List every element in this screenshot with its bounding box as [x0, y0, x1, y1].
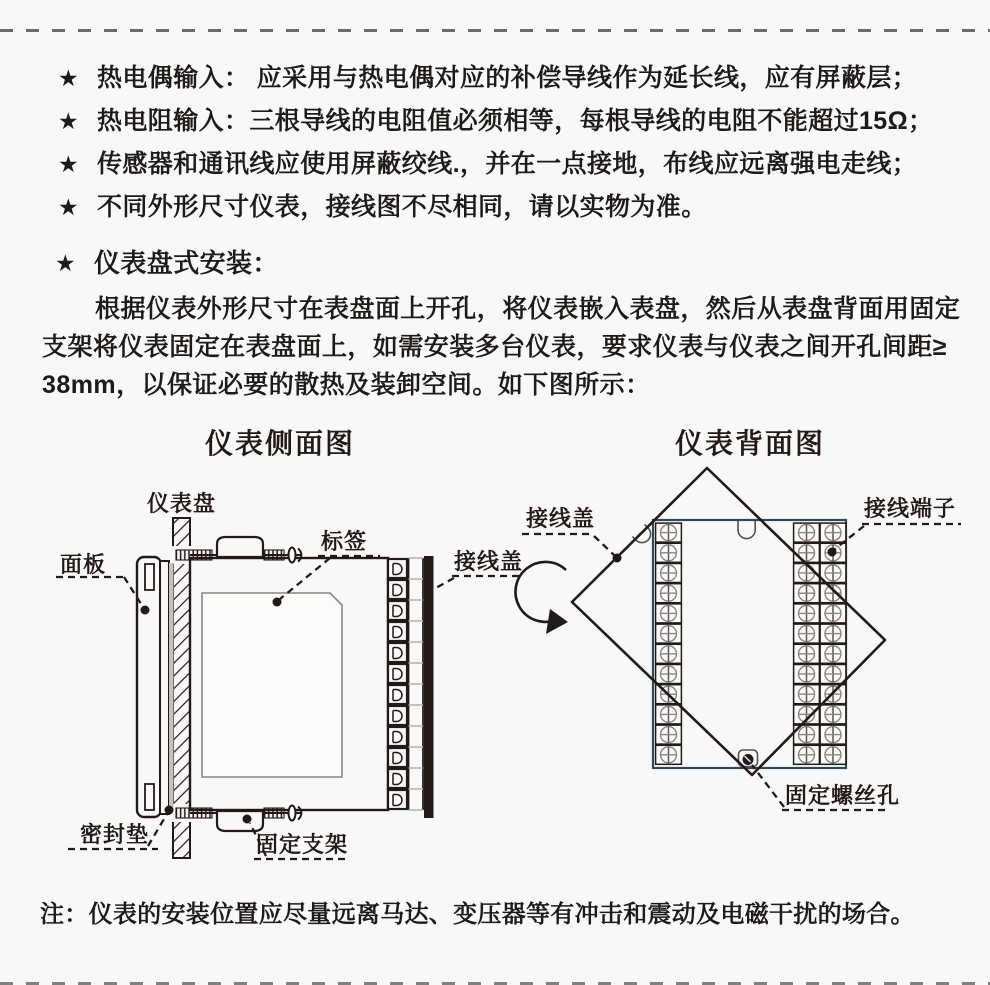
terminal-cell	[388, 685, 407, 704]
terminal-screw	[656, 705, 682, 724]
bullet-text: 热电偶输入： 应采用与热电偶对应的补偿导线作为延长线，应有屏蔽层；	[97, 64, 918, 92]
installation-note: 注：仪表的安装位置应尽量远离马达、变压器等有冲击和震动及电磁干扰的场合。	[40, 901, 915, 928]
terminal-cell	[388, 748, 407, 767]
terminal-screw	[794, 584, 820, 603]
star-bullet-icon: ★	[58, 194, 80, 220]
terminal-screw	[656, 584, 682, 603]
label-fixing-screw-hole: 固定螺丝孔	[785, 783, 901, 808]
callout-terminal-cover	[522, 506, 622, 563]
callout-front-panel	[56, 552, 150, 615]
label-tag: 标签	[321, 529, 368, 554]
label-front-panel: 面板	[60, 552, 107, 577]
terminal-screw	[820, 705, 846, 724]
label-bracket: 固定支架	[256, 832, 349, 857]
back-view-diagram	[520, 450, 990, 830]
paragraph-line: 根据仪表外形尺寸在表盘面上开孔，将仪表嵌入表盘，然后从表盘背面用固定	[95, 295, 961, 323]
rotate-arrow-icon	[515, 562, 568, 634]
terminal-screw	[794, 523, 820, 542]
bullet-text: 传感器和通讯线应使用屏蔽绞线.，并在一点接地，布线应远离强电走线；	[97, 150, 918, 178]
terminal-screw	[820, 644, 846, 663]
terminal-screw	[656, 604, 682, 623]
terminal-screw	[656, 745, 682, 764]
terminal-screw	[820, 523, 846, 542]
top-dashed-separator	[0, 29, 990, 32]
bullet-row	[58, 64, 917, 92]
terminal-screw	[656, 543, 682, 562]
callout-fixing-screw-hole	[752, 765, 900, 810]
side-view-title: 仪表侧面图	[204, 427, 355, 460]
terminal-screw	[820, 624, 846, 643]
terminal-cells-column	[388, 559, 407, 809]
paragraph-line: 38mm，以保证必要的散热及装卸空间。如下图所示：	[42, 371, 651, 399]
terminal-screw	[656, 665, 682, 684]
terminal-screw	[794, 685, 820, 704]
terminal-screw	[794, 745, 820, 764]
terminal-cell	[388, 601, 407, 620]
terminal-cell	[388, 769, 407, 788]
leader-dot	[828, 548, 837, 557]
terminal-cell	[388, 622, 407, 641]
section-title: 仪表盘式安装：	[94, 248, 279, 278]
section-heading	[55, 249, 279, 277]
front-panel-bezel	[137, 557, 169, 817]
callout-terminal-cover	[434, 549, 523, 589]
label-terminal-cover: 接线盖	[526, 506, 596, 531]
leader-dot	[141, 606, 150, 615]
terminal-screw	[794, 624, 820, 643]
star-bullet-icon: ★	[58, 151, 80, 177]
terminal-screw	[794, 604, 820, 623]
gasket-strip	[169, 563, 174, 811]
terminal-cell	[388, 727, 407, 746]
terminal-screw	[820, 604, 846, 623]
side-view-diagram	[40, 478, 524, 908]
star-bullet-icon: ★	[55, 250, 77, 276]
terminal-screw	[656, 725, 682, 744]
bullet-text: 不同外形尺寸仪表，接线图不尽相同，请以实物为准。	[97, 193, 707, 221]
terminal-cell	[388, 790, 407, 809]
leader-dot	[613, 554, 622, 563]
terminal-screw	[656, 624, 682, 643]
terminal-cell	[388, 580, 407, 599]
panel-board-hatched	[172, 518, 192, 858]
terminal-screw	[820, 745, 846, 764]
leader-dot	[243, 815, 252, 824]
bullet-text: 热电阻输入：三根导线的电阻值必须相等，每根导线的电阻不能超过15Ω；	[97, 107, 934, 135]
terminal-screw	[794, 665, 820, 684]
terminal-cell	[388, 664, 407, 683]
callout-terminals	[828, 496, 962, 557]
cover-screw-hole	[632, 524, 654, 546]
terminal-screw	[820, 725, 846, 744]
terminal-screw	[794, 543, 820, 562]
back-view-title: 仪表背面图	[674, 427, 825, 460]
terminal-cell	[388, 643, 407, 662]
terminal-cell	[388, 559, 407, 578]
terminal-cover-side	[409, 556, 434, 818]
bullet-row	[58, 107, 933, 135]
label-terminal-cover: 接线盖	[454, 549, 524, 574]
leader-dot	[273, 598, 282, 607]
terminal-screw	[794, 644, 820, 663]
bullet-row	[58, 150, 917, 178]
bottom-dashed-separator	[0, 982, 990, 985]
leader-line	[148, 814, 167, 846]
leader-line	[434, 578, 454, 589]
leader-line	[594, 536, 614, 555]
terminal-screw	[656, 644, 682, 663]
paragraph-line: 支架将仪表固定在表盘面上，如需安装多台仪表，要求仪表与仪表之间开孔间距≥	[42, 333, 947, 361]
star-bullet-icon: ★	[58, 65, 80, 91]
bullet-row	[58, 193, 707, 221]
label-gasket: 密封垫	[80, 822, 150, 847]
star-bullet-icon: ★	[58, 108, 80, 134]
terminal-screw	[656, 523, 682, 542]
label-panel-board: 仪表盘	[147, 491, 217, 516]
terminal-screw	[656, 564, 682, 583]
terminal-screw	[820, 665, 846, 684]
terminal-cell	[388, 706, 407, 725]
leader-dot	[165, 806, 174, 815]
label-terminals: 接线端子	[864, 496, 957, 521]
tag-plate	[202, 593, 342, 777]
